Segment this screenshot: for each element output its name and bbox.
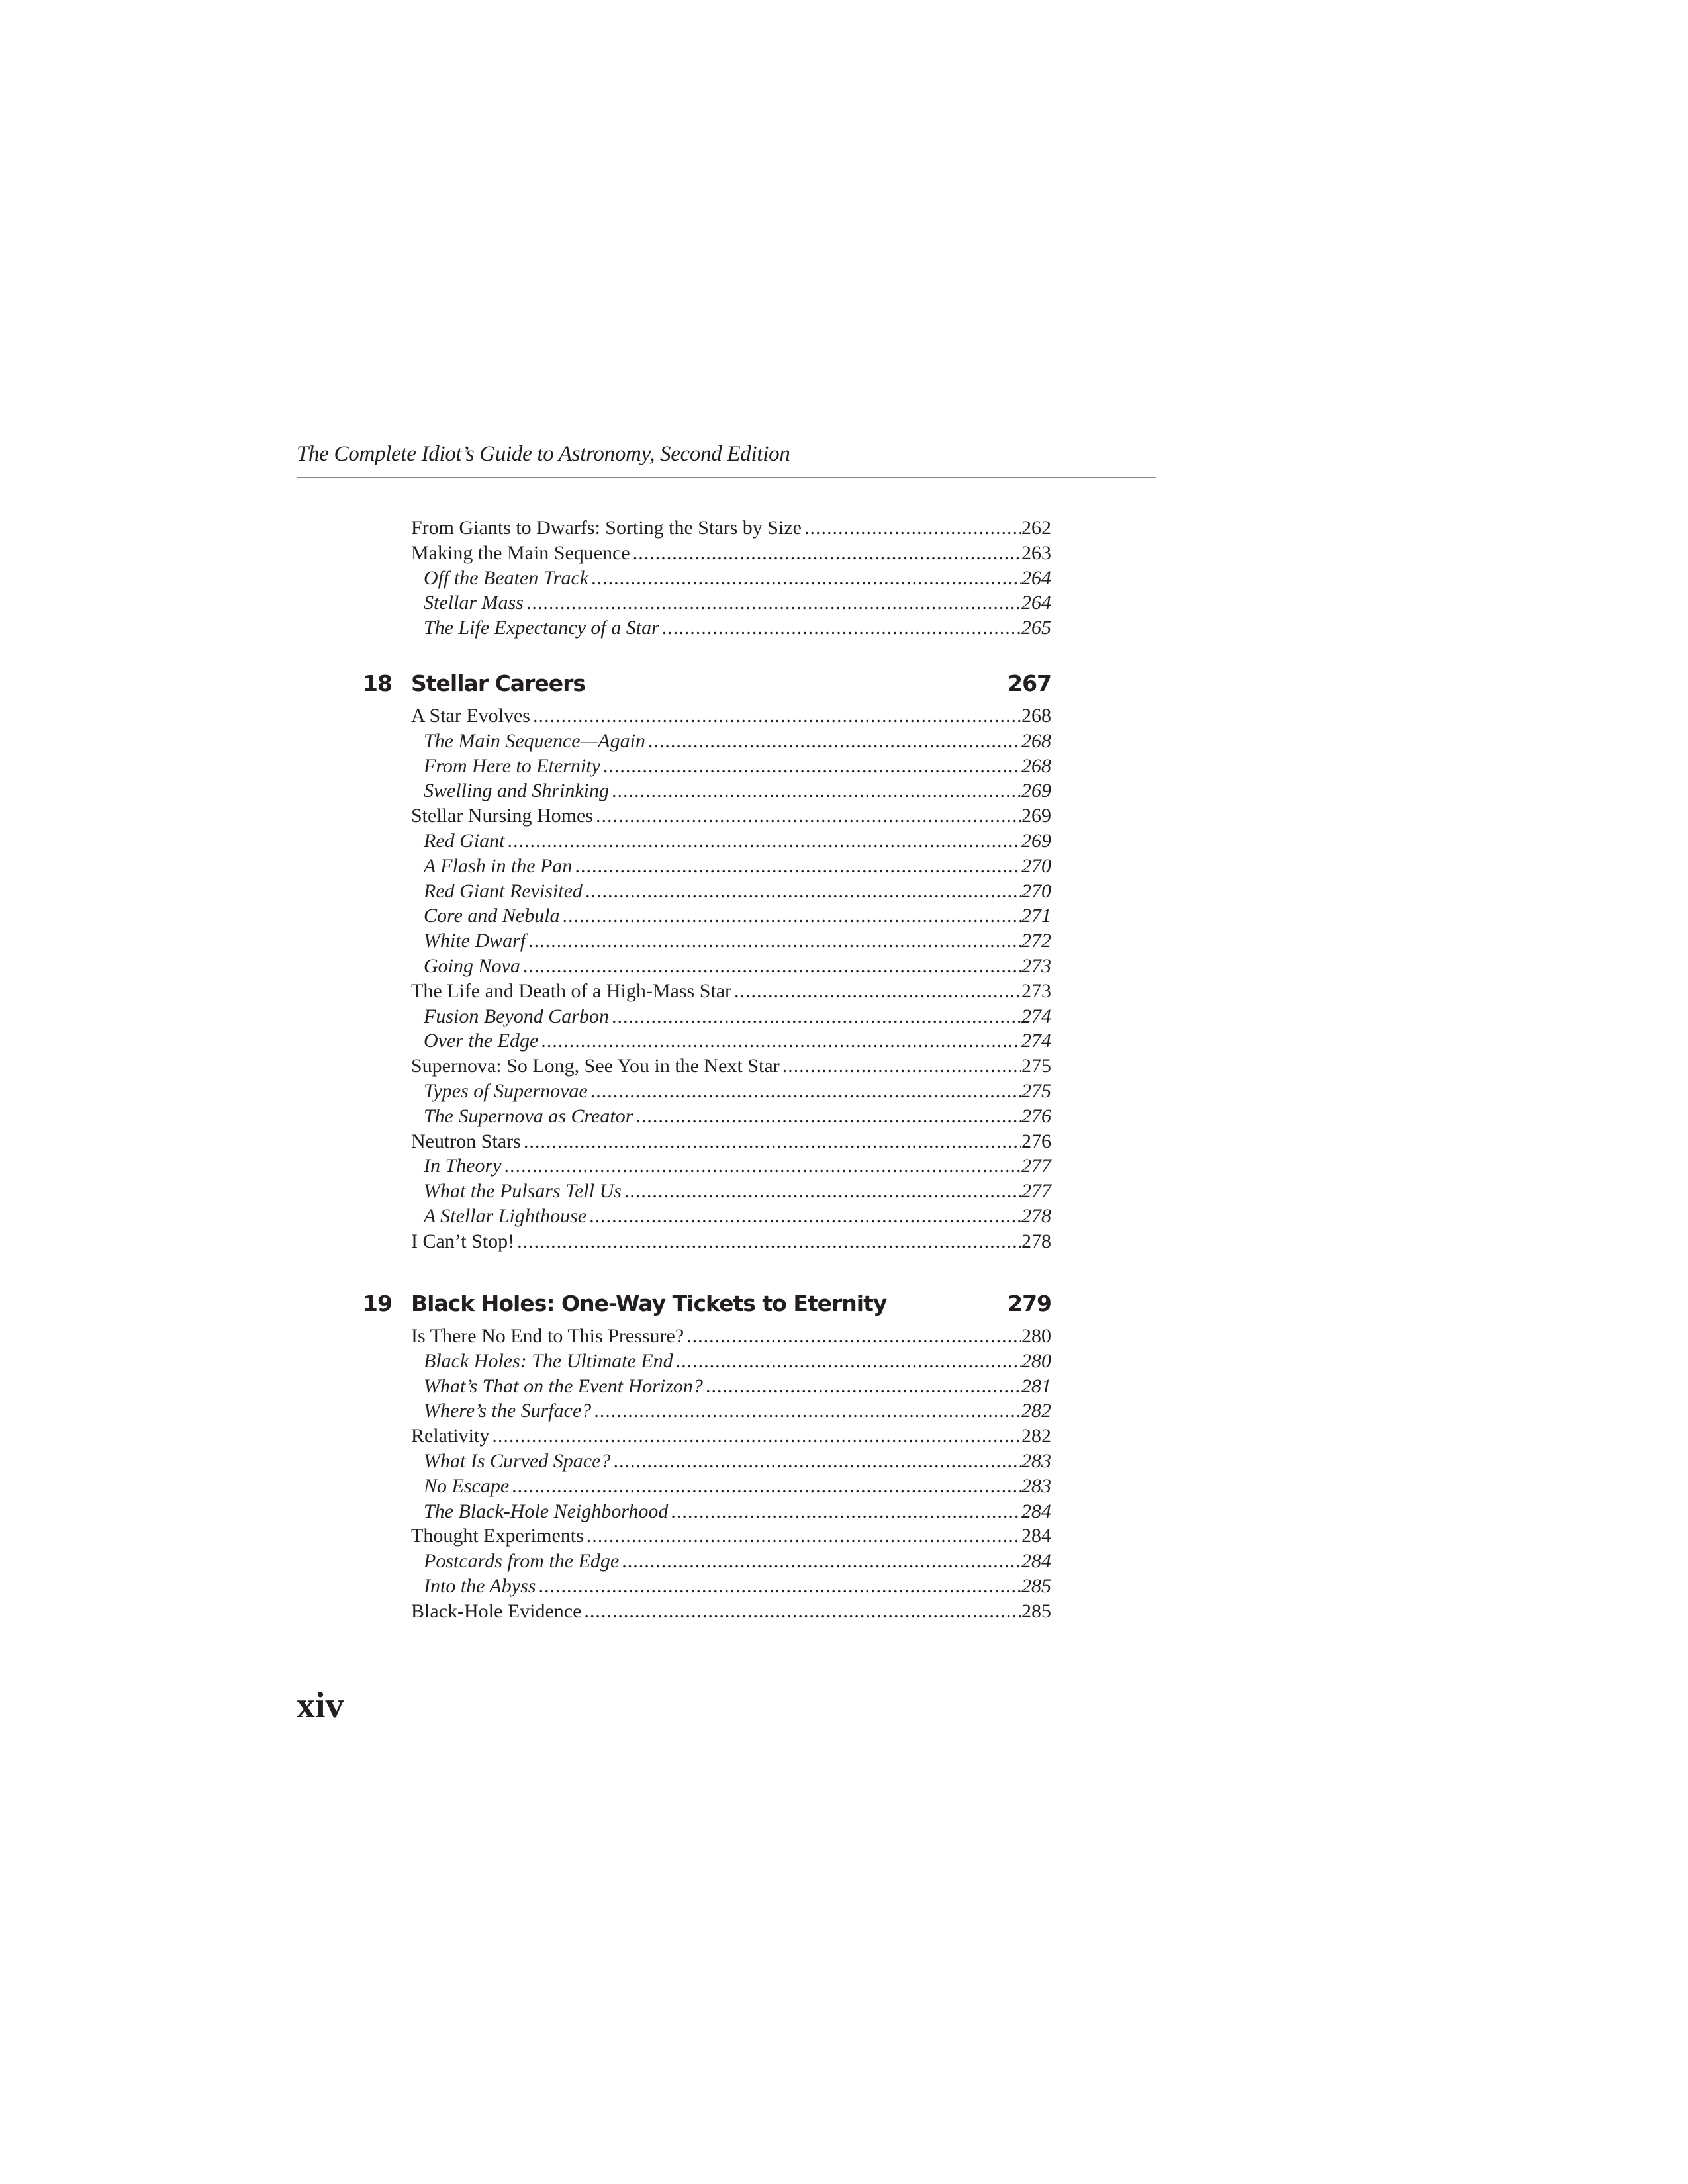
entry-page: 262 xyxy=(1021,517,1051,539)
entry-title: The Life Expectancy of a Star xyxy=(424,617,659,639)
dot-leader xyxy=(517,1229,1021,1254)
chapter-page: 267 xyxy=(1008,670,1051,696)
toc-entry[interactable] xyxy=(411,704,1051,729)
dot-leader xyxy=(526,590,1021,615)
entry-page: 278 xyxy=(1021,1205,1051,1227)
entry-page: 269 xyxy=(1021,829,1051,852)
toc-entry[interactable] xyxy=(424,1179,1051,1204)
dot-leader xyxy=(648,729,1021,754)
toc-entry[interactable] xyxy=(424,590,1051,615)
toc-entry[interactable] xyxy=(411,1054,1051,1079)
dot-leader xyxy=(782,1054,1021,1079)
entry-title: Making the Main Sequence xyxy=(411,541,630,564)
entry-title: Fusion Beyond Carbon xyxy=(424,1005,609,1027)
toc-entry[interactable] xyxy=(411,1424,1051,1449)
entry-title: Stellar Mass xyxy=(424,592,524,614)
dot-leader xyxy=(594,1398,1021,1424)
entry-page: 276 xyxy=(1021,1130,1051,1152)
entry-title: A Stellar Lighthouse xyxy=(424,1205,587,1227)
entry-page: 282 xyxy=(1021,1400,1051,1422)
entry-title: A Flash in the Pan xyxy=(424,854,573,877)
dot-leader xyxy=(492,1424,1021,1449)
toc-entry[interactable] xyxy=(424,1574,1051,1599)
entry-title: Postcards from the Edge xyxy=(424,1550,620,1572)
entry-page: 285 xyxy=(1021,1600,1051,1622)
entry-title: Neutron Stars xyxy=(411,1130,521,1152)
dot-leader xyxy=(533,704,1021,729)
toc-entry[interactable] xyxy=(424,1028,1051,1054)
entry-title: From Giants to Dwarfs: Sorting the Stars by Size xyxy=(411,517,802,539)
toc-entry[interactable] xyxy=(411,541,1051,566)
chapter-number: 18 xyxy=(363,670,392,696)
toc-chapter-18 xyxy=(363,664,1051,1254)
toc-entry[interactable] xyxy=(411,1129,1051,1154)
entry-title: Red Giant Revisited xyxy=(424,880,583,902)
entry-page: 280 xyxy=(1021,1349,1051,1372)
dot-leader xyxy=(804,516,1021,541)
entry-title: Relativity xyxy=(411,1425,490,1447)
entry-title: From Here to Eternity xyxy=(424,754,600,777)
toc-entry[interactable] xyxy=(424,566,1051,591)
dot-leader xyxy=(541,1028,1021,1054)
dot-leader xyxy=(596,803,1021,829)
dot-leader xyxy=(633,541,1021,566)
entry-title: Is There No End to This Pressure? xyxy=(411,1325,684,1347)
entry-title: Over the Edge xyxy=(424,1030,539,1052)
entry-page: 276 xyxy=(1021,1105,1051,1127)
entry-page: 268 xyxy=(1021,754,1051,777)
dot-leader xyxy=(524,1129,1021,1154)
entry-page: 265 xyxy=(1021,617,1051,639)
toc-entry[interactable] xyxy=(424,1204,1051,1229)
toc-entry[interactable] xyxy=(411,979,1051,1004)
dot-leader xyxy=(589,1204,1021,1229)
entry-title: Supernova: So Long, See You in the Next Star xyxy=(411,1055,780,1077)
entry-title: Black Holes: The Ultimate End xyxy=(424,1349,673,1372)
entry-page: 264 xyxy=(1021,567,1051,589)
entry-page: 275 xyxy=(1021,1055,1051,1077)
dot-leader xyxy=(622,1549,1021,1574)
header-rule xyxy=(297,477,1156,478)
entry-title: In Theory xyxy=(424,1155,502,1177)
dot-leader xyxy=(507,829,1021,854)
toc-entry[interactable] xyxy=(411,1324,1051,1349)
entry-title: A Star Evolves xyxy=(411,705,530,727)
entry-page: 277 xyxy=(1021,1155,1051,1177)
dot-leader xyxy=(624,1179,1021,1204)
dot-leader xyxy=(590,1079,1021,1104)
entry-page: 271 xyxy=(1021,905,1051,927)
toc-entry[interactable] xyxy=(424,1374,1051,1399)
chapter-heading[interactable] xyxy=(363,1284,1051,1324)
entry-page: 278 xyxy=(1021,1230,1051,1252)
entry-page: 274 xyxy=(1021,1030,1051,1052)
dot-leader xyxy=(591,566,1021,591)
toc-entry[interactable] xyxy=(424,778,1051,803)
toc-entry[interactable] xyxy=(424,729,1051,754)
dot-leader xyxy=(686,1324,1021,1349)
entry-page: 277 xyxy=(1021,1180,1051,1203)
entry-page: 263 xyxy=(1021,541,1051,564)
entry-title: The Main Sequence—Again xyxy=(424,729,645,752)
entry-title: Red Giant xyxy=(424,829,505,852)
entry-page: 284 xyxy=(1021,1550,1051,1572)
entry-title: What Is Curved Space? xyxy=(424,1449,611,1472)
entry-title: The Supernova as Creator xyxy=(424,1105,633,1127)
dot-leader xyxy=(584,1599,1021,1624)
dot-leader xyxy=(585,879,1021,904)
toc-entry[interactable] xyxy=(424,1499,1051,1524)
running-head: The Complete Idiot’s Guide to Astronomy, Second Edition xyxy=(297,442,790,466)
dot-leader xyxy=(538,1574,1021,1599)
entry-page: 284 xyxy=(1021,1500,1051,1522)
dot-leader xyxy=(586,1524,1021,1549)
toc-chapter-19 xyxy=(363,1284,1051,1624)
toc-entry[interactable] xyxy=(424,1349,1051,1374)
dot-leader xyxy=(512,1474,1021,1499)
entry-title: Where’s the Surface? xyxy=(424,1400,592,1422)
toc-entry[interactable] xyxy=(424,854,1051,879)
entry-title: The Black-Hole Neighborhood xyxy=(424,1500,669,1522)
dot-leader xyxy=(734,979,1021,1004)
toc-entry[interactable] xyxy=(424,754,1051,779)
toc-entry[interactable] xyxy=(424,1474,1051,1499)
toc-entry[interactable] xyxy=(424,1079,1051,1104)
dot-leader xyxy=(523,954,1021,979)
page-folio: xiv xyxy=(297,1685,344,1726)
toc-entry[interactable] xyxy=(411,1599,1051,1624)
toc-entry[interactable] xyxy=(411,1229,1051,1254)
dot-leader xyxy=(613,1449,1021,1474)
entry-title: What’s That on the Event Horizon? xyxy=(424,1375,703,1397)
entry-page: 280 xyxy=(1021,1325,1051,1347)
entry-page: 269 xyxy=(1021,805,1051,827)
entry-title: Into the Abyss xyxy=(424,1574,536,1597)
entry-page: 268 xyxy=(1021,729,1051,752)
dot-leader xyxy=(504,1154,1021,1179)
entry-page: 270 xyxy=(1021,880,1051,902)
toc-entry[interactable] xyxy=(424,1449,1051,1474)
dot-leader xyxy=(671,1499,1021,1524)
entry-page: 264 xyxy=(1021,592,1051,614)
entry-page: 268 xyxy=(1021,705,1051,727)
dot-leader xyxy=(603,754,1021,779)
toc-entry[interactable] xyxy=(424,879,1051,904)
dot-leader xyxy=(676,1349,1021,1374)
entry-title: Thought Experiments xyxy=(411,1525,584,1547)
toc-entry[interactable] xyxy=(424,829,1051,854)
chapter-page: 279 xyxy=(1008,1291,1051,1316)
toc-lead-entries xyxy=(363,516,1051,641)
toc-entry[interactable] xyxy=(424,929,1051,954)
entry-title: Core and Nebula xyxy=(424,905,560,927)
entry-page: 270 xyxy=(1021,854,1051,877)
entry-title: No Escape xyxy=(424,1475,510,1497)
chapter-title: Stellar Careers xyxy=(411,670,586,696)
entry-title: The Life and Death of a High-Mass Star xyxy=(411,979,732,1002)
entry-title: Swelling and Shrinking xyxy=(424,780,609,802)
entry-page: 275 xyxy=(1021,1079,1051,1102)
toc-entry[interactable] xyxy=(411,1524,1051,1549)
entry-title: Going Nova xyxy=(424,954,520,977)
toc-entry[interactable] xyxy=(424,1154,1051,1179)
toc-entry[interactable] xyxy=(411,516,1051,541)
entry-page: 273 xyxy=(1021,954,1051,977)
entry-title: White Dwarf xyxy=(424,930,526,952)
toc-entry[interactable] xyxy=(424,903,1051,929)
toc-entry[interactable] xyxy=(424,954,1051,979)
entry-page: 281 xyxy=(1021,1375,1051,1397)
toc-entry[interactable] xyxy=(411,803,1051,829)
dot-leader xyxy=(706,1374,1021,1399)
chapter-heading[interactable] xyxy=(363,664,1051,704)
entry-page: 272 xyxy=(1021,930,1051,952)
entry-title: Stellar Nursing Homes xyxy=(411,805,593,827)
toc-entry[interactable] xyxy=(424,1549,1051,1574)
entry-page: 284 xyxy=(1021,1525,1051,1547)
entry-page: 283 xyxy=(1021,1475,1051,1497)
dot-leader xyxy=(575,854,1021,879)
entry-page: 274 xyxy=(1021,1005,1051,1027)
entry-title: Black-Hole Evidence xyxy=(411,1600,582,1622)
entry-page: 273 xyxy=(1021,979,1051,1002)
dot-leader xyxy=(612,778,1021,803)
chapter-title: Black Holes: One-Way Tickets to Eternity xyxy=(411,1291,887,1316)
dot-leader xyxy=(528,929,1021,954)
entry-title: Types of Supernovae xyxy=(424,1079,588,1102)
entry-title: I Can’t Stop! xyxy=(411,1230,515,1252)
entry-page: 269 xyxy=(1021,780,1051,802)
entry-title: Off the Beaten Track xyxy=(424,567,589,589)
chapter-number: 19 xyxy=(363,1291,392,1316)
toc-entry[interactable] xyxy=(424,615,1051,641)
dot-leader xyxy=(662,615,1021,641)
toc-entry[interactable] xyxy=(424,1104,1051,1129)
entry-page: 285 xyxy=(1021,1574,1051,1597)
toc-entry[interactable] xyxy=(424,1398,1051,1424)
toc-entry[interactable] xyxy=(424,1004,1051,1029)
dot-leader xyxy=(563,903,1021,929)
entry-title: What the Pulsars Tell Us xyxy=(424,1180,622,1203)
entry-page: 282 xyxy=(1021,1425,1051,1447)
dot-leader xyxy=(612,1004,1021,1029)
entry-page: 283 xyxy=(1021,1449,1051,1472)
dot-leader xyxy=(635,1104,1021,1129)
